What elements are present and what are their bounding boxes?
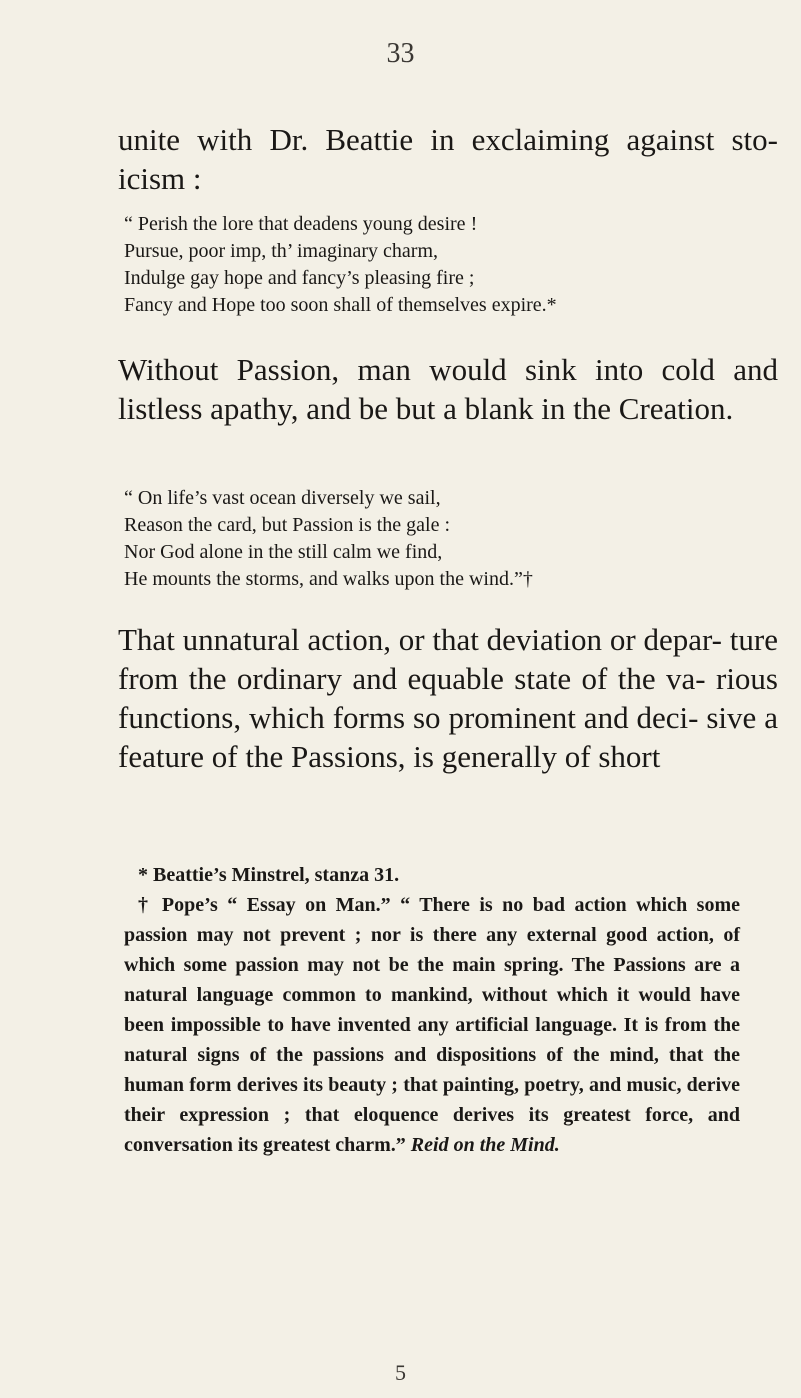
- signature-mark: 5: [395, 1360, 406, 1385]
- paragraph-unnatural-action: That unnatural action, or that deviation or depar- ture from the ordinary and equable state of the va- rious functions, which forms so prominent and deci- sive a feature of the Passions, is generally of short: [118, 622, 778, 774]
- footnotes: [124, 860, 740, 1160]
- poem-line: Reason the card, but Passion is the gale :: [124, 514, 451, 536]
- poem-line: He mounts the storms, and walks upon the wind.”†: [124, 568, 533, 590]
- poem-line: Nor God alone in the still calm we find,: [124, 541, 443, 563]
- page-number: 33: [386, 38, 415, 69]
- footnote-pope-text: † Pope’s “ Essay on Man.” “ There is no bad action which some passion may not prevent ; nor is there any external good action, of which some passion may not be the main spring. The Passions are a natural language common to mankind, without which it would have been impossible to have invented any artificial language. It is from the natural signs of the passions and dispositions of the mind, that the human form derives its beauty ; that painting, poetry, and music, derive their expression ; that eloquence derives its greatest force, and conversation its greatest charm.”: [124, 894, 740, 1156]
- footnote-pope: [124, 890, 740, 1160]
- poem-beattie: [124, 211, 724, 319]
- poem-line: Indulge gay hope and fancy’s pleasing fire ;: [124, 267, 475, 289]
- poem-line: “ Perish the lore that deadens young desire !: [124, 213, 478, 235]
- paragraph-intro: unite with Dr. Beattie in exclaiming against sto- icism :: [118, 122, 778, 196]
- poem-line: Fancy and Hope too soon shall of themselves expire.*: [124, 294, 557, 316]
- footnote-pope-source: Reid on the Mind.: [410, 1134, 560, 1156]
- poem-pope: [124, 485, 724, 593]
- poem-line: “ On life’s vast ocean diversely we sail,: [124, 487, 441, 509]
- footnote-beattie: * Beattie’s Minstrel, stanza 31.: [138, 864, 400, 886]
- paragraph-passion: Without Passion, man would sink into cold and listless apathy, and be but a blank in the Creation.: [118, 352, 778, 426]
- poem-line: Pursue, poor imp, th’ imaginary charm,: [124, 240, 439, 262]
